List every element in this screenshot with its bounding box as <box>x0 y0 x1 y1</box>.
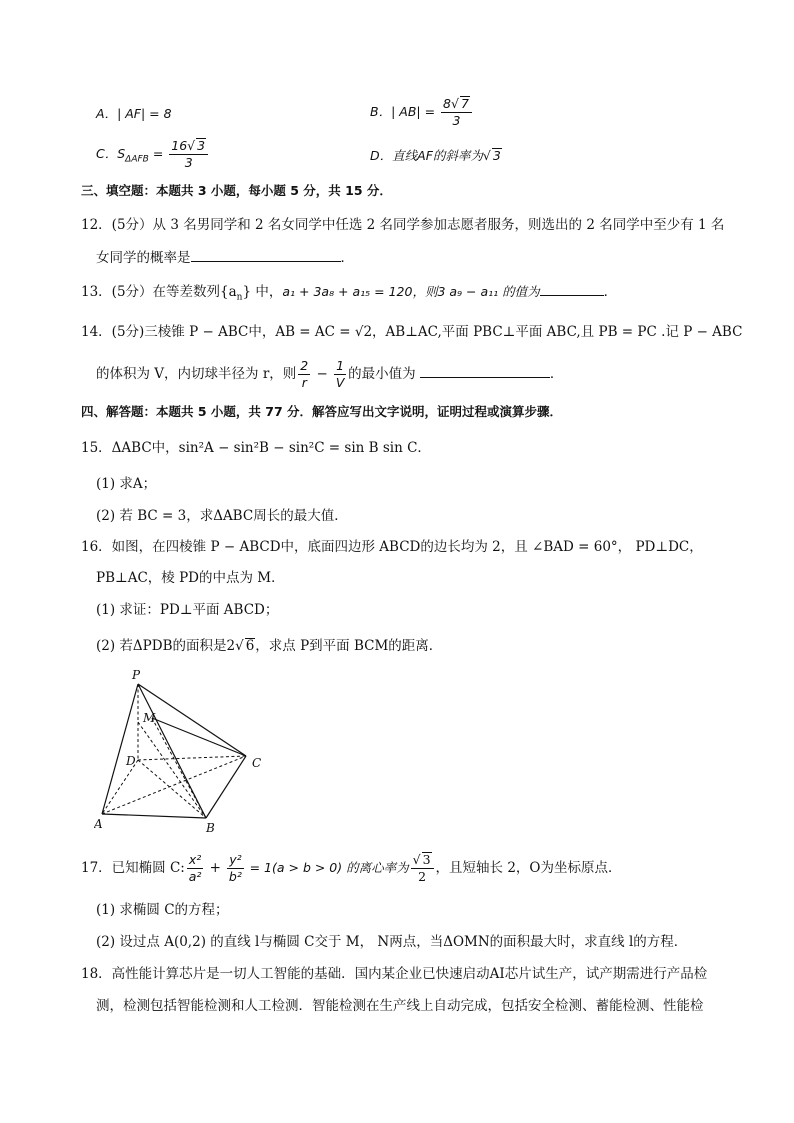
option-c-eq: = <box>148 146 168 161</box>
q13-sub: n <box>236 292 243 303</box>
q17-pre: 17．已知椭圆 C: <box>81 860 185 876</box>
option-c-num-coef: 16 <box>171 138 188 153</box>
q16-line2: PB⊥AC，棱 PD的中点为 M． <box>96 570 285 586</box>
q13-expr: a₁ + 3a₈ + a₁₅ = 120，则3 a₉ − a₁₁ 的值为 <box>282 284 540 299</box>
q16-part2-rad: 6 <box>245 638 255 654</box>
label-m: M <box>143 711 156 725</box>
option-a-text: | AF| = 8 <box>117 106 172 121</box>
q16-line1: 16．如图，在四棱锥 P − ABCD中，底面四边形 ABCD的边长均为 2，且 ∠BAD = 60°， PD⊥DC， <box>81 539 703 555</box>
q12-answer-blank <box>191 247 341 262</box>
q17-plus: + <box>205 860 226 876</box>
q16-part2-post: ，求点 P到平面 BCM的距离． <box>255 638 443 654</box>
option-c-num-rad: 3 <box>197 138 206 153</box>
q17-fy-den: b² <box>228 869 242 884</box>
option-d-rad: 3 <box>492 148 501 163</box>
q15-part2: (2) 若 BC = 3，求ΔABC周长的最大值． <box>96 508 348 524</box>
option-c-fraction: $\frac{16√ 3}{3}$ <box>169 138 208 171</box>
label-a: A <box>94 817 103 831</box>
q17-post: ，且短轴长 2，O为坐标原点． <box>435 860 622 876</box>
option-d: D．直线AF的斜率为√ 3 <box>370 148 501 163</box>
option-c-sub: ΔAFB <box>125 154 149 165</box>
edge-da <box>102 760 138 814</box>
q17-fraction-x <box>187 852 203 885</box>
q14-line2-text: 的体积为 V，内切球半径为 r，则 <box>96 366 297 382</box>
edge-pa <box>102 684 138 814</box>
q13-answer-blank <box>540 281 604 296</box>
edge-pb <box>138 684 206 818</box>
q17-e-rad: 3 <box>422 852 431 867</box>
q14-answer-blank <box>420 363 550 378</box>
q17-fy-num: y² <box>229 852 242 867</box>
option-c <box>96 138 210 171</box>
option-a <box>96 104 172 124</box>
q14-fraction-2 <box>334 358 346 391</box>
q13-line <box>81 281 617 308</box>
option-b-lhs: | AB| = <box>391 104 440 119</box>
q17-fx-den: a² <box>188 869 202 884</box>
q13-end: ． <box>603 284 618 300</box>
option-c-s: S <box>117 146 126 161</box>
q14-end: ． <box>549 366 564 382</box>
q17-fx-num: x² <box>188 852 202 867</box>
q18-line2: 测，检测包括智能检测和人工检测．智能检测在生产线上自动完成，包括安全检测、蓄能检测、性能检 <box>96 998 704 1014</box>
q17-e-den: 2 <box>418 869 427 884</box>
q18-line1: 18．高性能计算芯片是一切人工智能的基础．国内某企业已快速启动AI芯片试生产，试产期需进行产品检 <box>81 966 708 982</box>
option-c-den: 3 <box>184 155 193 170</box>
q17-cond: = 1(a > b > 0) 的离心率为 <box>245 860 409 875</box>
q15-stem: 15．ΔABC中，sin²A − sin²B − sin²C = sin B sin C． <box>81 440 431 456</box>
diag-db <box>138 760 206 818</box>
q16-part1: (1) 求证：PD⊥平面 ABCD； <box>96 602 279 618</box>
option-b-fraction: $\frac{8√ 7}{3}$ <box>441 96 472 129</box>
q14-line2 <box>96 358 563 391</box>
option-a-letter: A． <box>96 106 118 121</box>
q12-end: ． <box>340 250 354 266</box>
q17-fraction-y <box>227 852 243 885</box>
q16-part2-pre: (2) 若ΔPDB的面积是2 <box>96 638 236 654</box>
option-b <box>370 96 474 129</box>
q14-f1-num: 2 <box>300 358 309 373</box>
option-b-den: 3 <box>452 113 461 128</box>
edge-ab <box>102 814 206 818</box>
edge-mc <box>152 718 246 756</box>
option-b-num-coef: 8 <box>443 96 451 111</box>
option-d-letter: D． <box>370 148 393 163</box>
q15-part1: (1) 求A； <box>96 476 157 492</box>
option-d-text: 直线AF的斜率为 <box>392 148 483 163</box>
label-b: B <box>206 821 215 834</box>
q17-eccentricity: $\frac{√ 3}{2}$ <box>411 852 434 885</box>
q14-f2-den: V <box>335 375 345 390</box>
option-b-num-rad: 7 <box>460 96 469 111</box>
section-3-title: 三、填空题：本题共 3 小题，每小题 5 分，共 15 分． <box>81 183 392 198</box>
section-4-title: 四、解答题：本题共 5 小题，共 77 分．解答应写出文字说明，证明过程或演算步骤． <box>81 404 563 419</box>
q14-f1-den: r <box>301 375 307 390</box>
q14-f2-num: 1 <box>336 358 345 373</box>
edge-dc <box>138 756 246 760</box>
q17-part2: (2) 设过点 A(0,2) 的直线 l与椭圆 C交于 M， N两点，当ΔOMN的面积最大时，求直线 l的方程． <box>96 934 688 950</box>
q14-line2-tail: 的最小值为 <box>348 366 416 382</box>
option-b-letter: B． <box>370 104 392 119</box>
edge-bc <box>206 756 246 818</box>
option-c-letter: C． <box>96 146 118 161</box>
q17-line <box>81 852 621 885</box>
seg-md <box>138 722 206 818</box>
q13-pre: 13．(5分）在等差数列{a <box>81 284 237 300</box>
q12-line2 <box>96 247 354 268</box>
label-d: D <box>126 754 136 768</box>
label-c: C <box>252 756 262 770</box>
label-p: P <box>132 668 141 682</box>
q12-line2-text: 女同学的概率是 <box>96 250 191 266</box>
q13-mid: } 中， <box>242 284 283 300</box>
q14-line1: 14．(5分)三棱锥 P − ABC中，AB = AC = √2，AB⊥AC,平面 PBC⊥平面 ABC,且 PB = PC .记 P − ABC <box>81 324 743 340</box>
q14-minus: − <box>312 366 333 382</box>
diag-ac <box>102 756 246 814</box>
q14-fraction-1 <box>298 358 310 391</box>
q12-line1: 12．(5分）从 3 名男同学和 2 名女同学中任选 2 名同学参加志愿者服务，则选出的 2 名同学中至少有 1 名 <box>81 217 725 233</box>
q17-part1: (1) 求椭圆 C的方程； <box>96 902 229 918</box>
pyramid-figure <box>94 668 274 834</box>
q16-part2: (2) 若ΔPDB的面积是2√ 6，求点 P到平面 BCM的距离． <box>96 638 443 654</box>
